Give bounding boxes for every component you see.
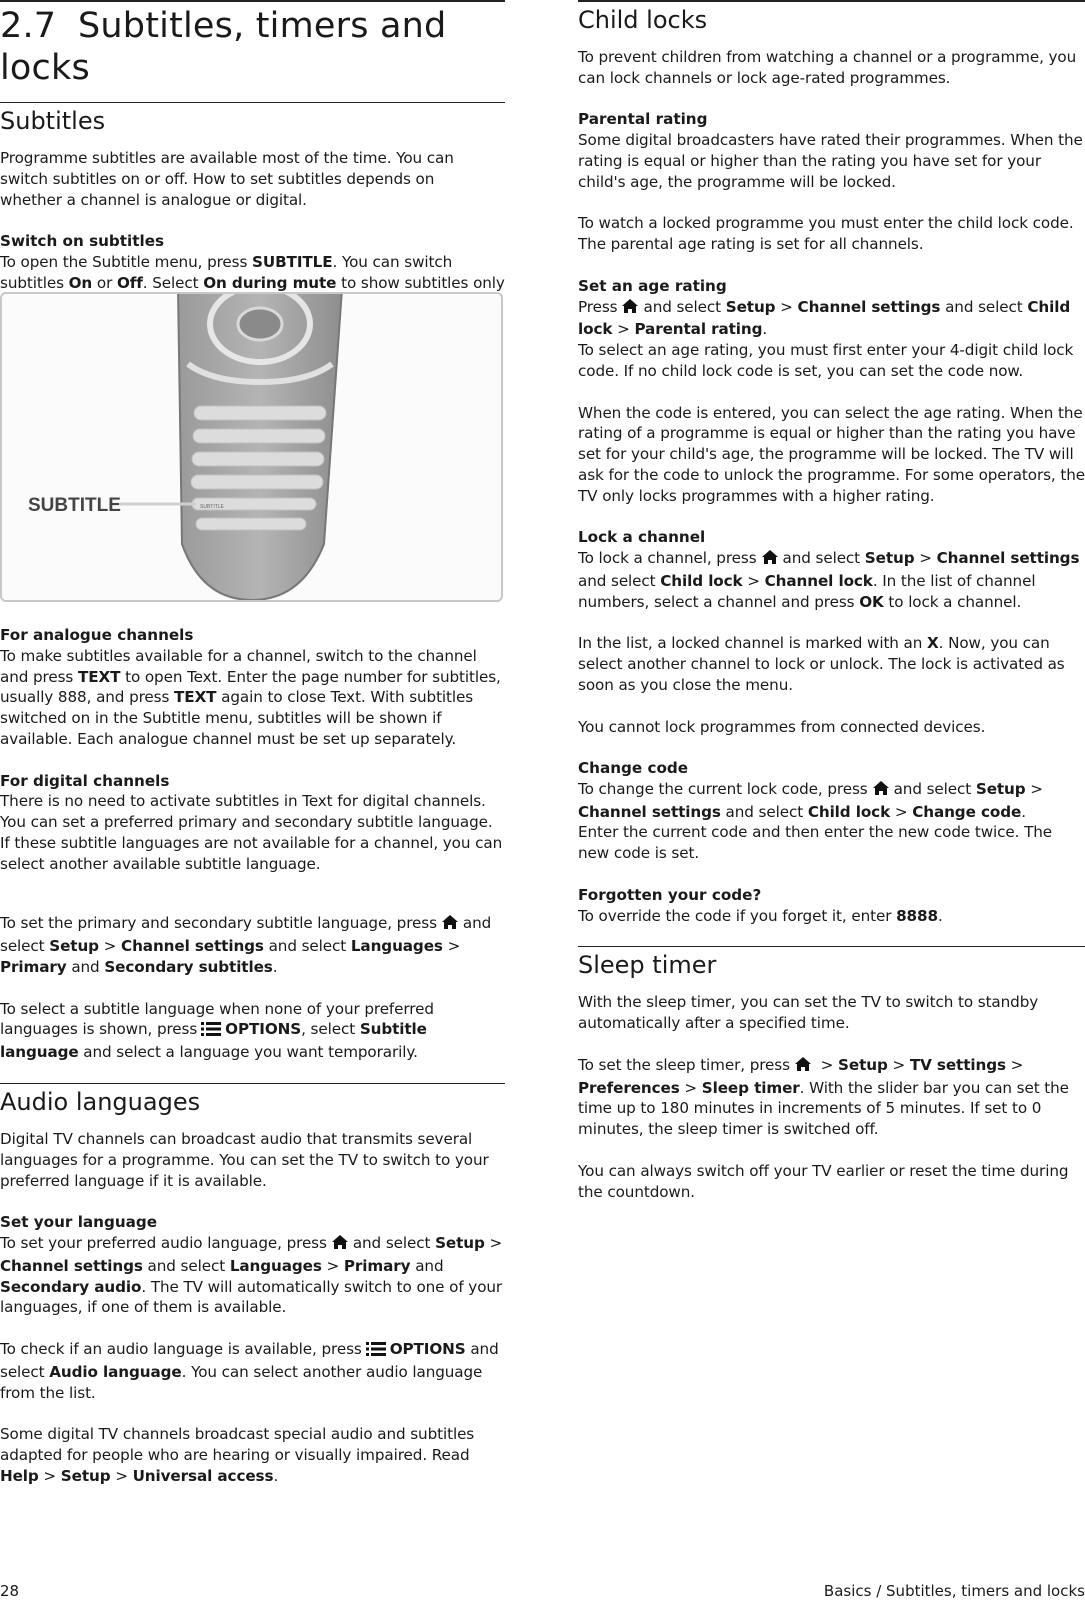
left-column-lower [0,625,505,1486]
home-icon [331,1234,349,1256]
no-preferred-text: To select a subtitle language when none of your preferred languages is shown, press OPTIONS, select Subtitle language and select a language you want temporarily. [0,999,434,1062]
forgotten-code-heading: Forgotten your code? [578,885,762,904]
child-locks-intro: To prevent children from watching a channel or a programme, you can lock channels or lock age-rated programmes. [578,48,1077,87]
parental-rating-text: Some digital broadcasters have rated their programmes. When the rating is equal or higher than the rating you have set for your child's age, the programme will be locked. [578,131,1083,191]
change-code-heading: Change code [578,759,689,778]
set-language-heading: Set your language [0,1213,158,1232]
section-title [0,2,505,89]
child-locks-heading: Child locks [578,6,708,34]
locked-marked-text: In the list, a locked channel is marked with an X. Now, you can select another channel to lock or unlock. The lock is activated as soon as you close the menu. [578,634,1065,694]
analogue-heading: For analogue channels [0,626,194,644]
section-title-text: Subtitles, timers and locks [0,6,447,88]
set-language-text: To set your preferred audio language, press and select Setup > Channel settings and select Languages > Primary and Secondary audio. The TV will automatically switch to one of your languages, if one of them is available. [0,1233,503,1317]
left-column [0,0,505,317]
audio-heading: Audio languages [0,1087,201,1116]
home-icon [872,780,890,802]
lock-channel-heading: Lock a channel [578,528,706,547]
remote-subtitle-button-text: SUBTITLE [200,504,224,510]
page-number: 28 [0,1582,20,1600]
cannot-lock-text: You cannot lock programmes from connected devices. [578,717,986,736]
subtitles-heading: Subtitles [0,107,106,135]
home-icon [794,1056,812,1078]
sleep-timer-reset-text: You can always switch off your TV earlier or reset the time during the countdown. [578,1161,1069,1201]
options-icon [201,1021,221,1042]
remote-control-illustration [0,292,503,602]
analogue-text: To make subtitles available for a channel, switch to the channel and press TEXT to open Text. Enter the page number for subtitles, usually 888, and press TEXT again to close Text. With subtitles switched on in the Subtitle menu, subtitles will be shown if available. Each analogue channel must be set up separately. [0,646,501,748]
change-code-text: To change the current lock code, press and select Setup > Channel settings and select Child lock > Change code. Enter the current code and then enter the new code twice. The new code is set. [578,779,1053,863]
sleep-timer-heading: Sleep timer [578,951,717,980]
home-icon [441,914,459,936]
age-rating-text: Press and select Setup > Channel settings and select Child lock > Parental rating. To select an age rating, you must first enter your 4-digit child lock code. If no child lock code is set, you can set the code now. [578,297,1074,380]
lock-channel-text: To lock a channel, press and select Setup > Channel settings and select Child lock > Channel lock. In the list of channel numbers, select a channel and press OK to lock a channel. [578,549,1080,611]
digital-heading: For digital channels [0,771,170,790]
switch-on-heading: Switch on subtitles [0,232,165,251]
home-icon [621,298,639,320]
sleep-timer-intro: With the sleep timer, you can set the TV to switch to standby automatically after a specified time. [578,993,1039,1033]
code-entered-text: When the code is entered, you can select the age rating. When the rating of a programme is equal or higher than the rating you have set for your child's age, the programme will be locked. The TV will ask for the code to unlock the programme. For some operators, the TV only locks programmes with a higher rating. [578,403,1085,505]
parental-rating-heading: Parental rating [578,110,708,129]
audio-intro: Digital TV channels can broadcast audio that transmits several languages for a programme. You can set the TV to switch to your preferred language if it is available. [0,1129,489,1190]
switch-on-text: To open the Subtitle menu, press SUBTITLE. You can switch subtitles On or Off. Select On during mute to show subtitles only [0,252,505,317]
watch-locked-text: To watch a locked programme you must enter the child lock code. The parental age rating is set for all channels. [578,214,1074,254]
sleep-timer-set-text: To set the sleep timer, press > Setup > TV settings > Preferences > Sleep timer. With the slider bar you can set the time up to 180 minutes in increments of 5 minutes. If set to 0 minutes, the sleep timer is switched off. [578,1055,1069,1139]
digital-text: There is no need to activate subtitles in Text for digital channels. You can set a preferred primary and secondary subtitle language. If these subtitle languages are not available for a channel, you can select another available subtitle language. [0,792,503,873]
remote-subtitle-label: SUBTITLE [28,495,121,516]
home-icon [761,549,779,571]
right-column [578,0,1085,1202]
special-audio-text: Some digital TV channels broadcast special audio and subtitles adapted for people who are hearing or visually impaired. Read Help > Setup > Universal access. [0,1425,475,1485]
section-number: 2.7 [0,6,57,46]
subtitles-intro: Programme subtitles are available most of the time. You can switch subtitles on or off. How to set subtitles depends on whether a channel is analogue or digital. [0,149,454,209]
check-audio-text: To check if an audio language is available, press OPTIONS and select Audio language. You can select another audio language from the list. [0,1339,499,1402]
age-rating-heading: Set an age rating [578,276,727,295]
footer-breadcrumb: Basics / Subtitles, timers and locks [823,1582,1085,1600]
primary-language-text: To set the primary and secondary subtitle language, press and select Setup > Channel settings and select Languages > Primary and Secondary subtitles. [0,914,492,976]
options-icon [366,1341,386,1362]
forgotten-code-text: To override the code if you forget it, enter 8888. [578,906,943,925]
